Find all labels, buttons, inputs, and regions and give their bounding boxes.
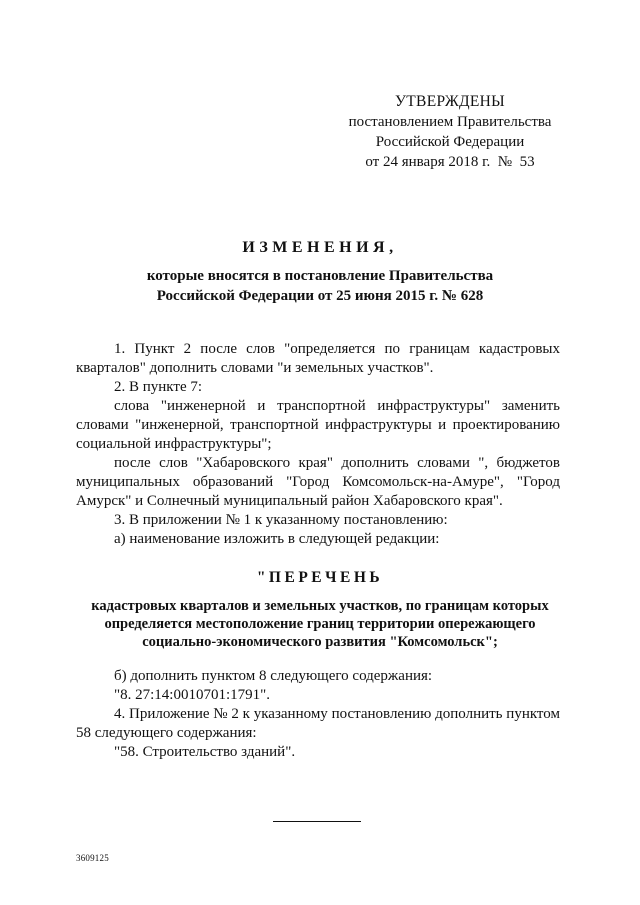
paragraph-item-4-value: "58. Строительство зданий". <box>114 744 296 760</box>
document-stamp-number: 3609125 <box>76 853 109 863</box>
body-section-bottom <box>76 667 560 762</box>
approval-line-2: Российской Федерации <box>375 134 525 150</box>
body-section-top <box>76 340 560 549</box>
list-subtitle-line-2: определяется местоположение границ территории опережающего <box>104 616 536 632</box>
paragraph-item-3b-value: "8. 27:14:0010701:1791". <box>114 687 270 703</box>
list-subtitle <box>60 597 580 651</box>
paragraph-item-2: 2. В пункте 7: <box>114 379 203 395</box>
paragraph-item-2-words: слова "инженерной и транспортной инфраструктуры" заменить словами "инженерной, транспортной инфраструктуры и проектированию социальной инфраструктуры"; <box>76 398 560 452</box>
paragraph-item-1: 1. Пункт 2 после слов "определяется по границам кадастровых кварталов" дополнить словами "и земельных участков". <box>76 341 560 376</box>
document-subtitle-line-2: Российской Федерации от 25 июня 2015 г. № 628 <box>156 288 484 304</box>
document-subtitle <box>60 266 580 306</box>
list-title: "ПЕРЕЧЕНЬ <box>256 569 384 586</box>
document-title: ИЗМЕНЕНИЯ, <box>242 239 398 256</box>
paragraph-item-2-after: после слов "Хабаровского края" дополнить словами ", бюджетов муниципальных образований "Город Комсомольск-на-Амуре", "Город Амурск" и Солнечный муниципальный район Хабаровского края". <box>76 455 560 509</box>
list-subtitle-line-1: кадастровых кварталов и земельных участков, по границам которых <box>91 598 549 614</box>
document-subtitle-line-1: которые вносятся в постановление Правительства <box>146 268 494 284</box>
paragraph-item-3b: б) дополнить пунктом 8 следующего содержания: <box>114 668 433 684</box>
closing-rule <box>273 821 361 822</box>
approval-heading: УТВЕРЖДЕНЫ <box>395 93 505 110</box>
approval-line-1: постановлением Правительства <box>348 114 552 130</box>
approval-date-line: от 24 января 2018 г. № 53 <box>365 154 535 170</box>
paragraph-item-3: 3. В приложении № 1 к указанному постановлению: <box>114 512 448 528</box>
approval-block <box>330 92 570 172</box>
paragraph-item-3a: а) наименование изложить в следующей редакции: <box>114 531 440 547</box>
paragraph-item-4: 4. Приложение № 2 к указанному постановлению дополнить пунктом 58 следующего содержания: <box>76 706 560 741</box>
list-subtitle-line-3: социально-экономического развития "Комсомольск"; <box>142 634 498 650</box>
